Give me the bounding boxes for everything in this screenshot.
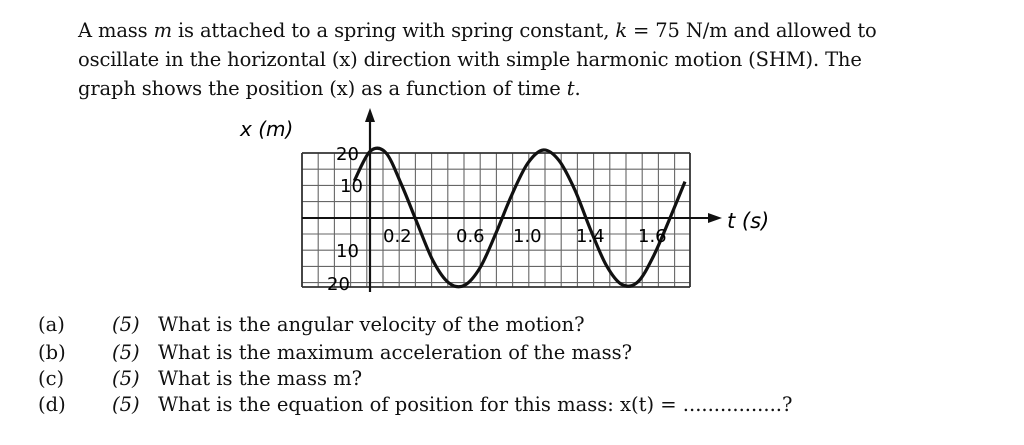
x-axis-arrow-icon: [708, 213, 722, 223]
intro-text: is attached to a spring with spring constant,: [171, 19, 616, 42]
y-axis-arrow-icon: [365, 108, 375, 122]
intro-line-2: oscillate in the horizontal (x) direction with simple harmonic motion (SHM). The: [78, 48, 862, 71]
question-letter: (c): [38, 367, 65, 390]
question-text: What is the angular velocity of the motion?: [158, 313, 585, 336]
intro-text: = 75 N/m and allowed to: [626, 19, 877, 42]
spring-constant-symbol: k: [615, 19, 627, 42]
y-tick-label: 10: [336, 241, 359, 262]
x-tick-label: 0.6: [456, 226, 485, 247]
question-letter: (d): [38, 393, 66, 416]
y-tick-label: 10: [340, 176, 363, 197]
question-text: What is the equation of position for this mass: x(t) = ................?: [158, 393, 793, 416]
y-tick-label: 20: [336, 144, 359, 165]
intro-text: A mass: [78, 19, 154, 42]
question-letter: (b): [38, 341, 66, 364]
question-points: (5): [112, 367, 140, 390]
time-symbol: t: [566, 77, 575, 100]
intro-text: .: [574, 77, 581, 100]
graph-grid: [302, 153, 690, 287]
x-tick-label: 1.0: [513, 226, 542, 247]
question-text: What is the mass m?: [158, 367, 363, 390]
x-tick-label: 1.6: [638, 226, 667, 247]
question-text: What is the maximum acceleration of the mass?: [158, 341, 633, 364]
question-points: (5): [112, 341, 140, 364]
question-letter: (a): [38, 313, 65, 336]
y-axis-label: x (m): [240, 117, 294, 141]
x-tick-label: 1.4: [576, 226, 605, 247]
mass-symbol: m: [153, 19, 172, 42]
question-points: (5): [112, 393, 140, 416]
y-tick-label: 20: [327, 274, 350, 295]
x-tick-label: 0.2: [383, 226, 412, 247]
x-axis-label: t (s): [727, 209, 770, 233]
question-points: (5): [112, 313, 140, 336]
graph-axes: [302, 108, 722, 292]
intro-text: graph shows the position (x) as a function of time: [78, 77, 567, 100]
